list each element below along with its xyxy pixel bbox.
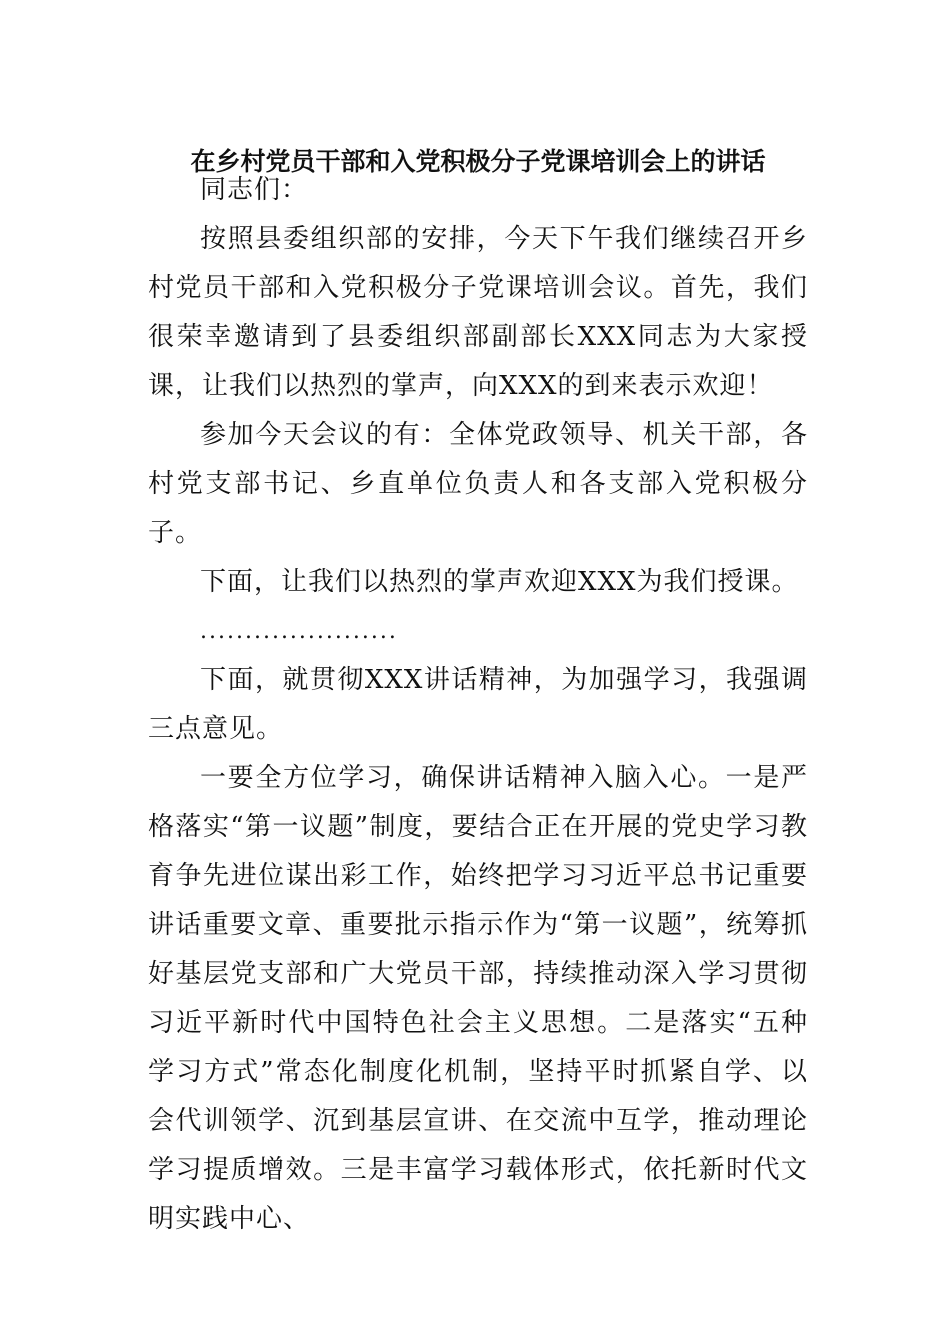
paragraph-welcome: 下面，让我们以热烈的掌声欢迎XXX为我们授课。 <box>200 567 799 597</box>
document-body <box>148 166 808 1244</box>
paragraph-attendees: 参加今天会议的有：全体党政领导、机关干部，各村党支部书记、乡直单位负责人和各支部入党积极分子。 <box>148 420 808 548</box>
paragraph-three-points: 下面，就贯彻XXX讲话精神，为加强学习，我强调三点意见。 <box>148 665 808 744</box>
paragraph-opening: 按照县委组织部的安排，今天下午我们继续召开乡村党员干部和入党积极分子党课培训会议。首先，我们很荣幸邀请到了县委组织部副部长XXX同志为大家授课，让我们以热烈的掌声，向XXX的到来表示欢迎！ <box>148 224 808 401</box>
salutation: 同志们： <box>200 175 309 205</box>
document-title: 在乡村党员干部和入党积极分子党课培训会上的讲话 <box>190 147 766 176</box>
paragraph-point-one: 一要全方位学习，确保讲话精神入脑入心。一是严格落实“第一议题”制度，要结合正在开展的党史学习教育争先进位谋出彩工作，始终把学习习近平总书记重要讲话重要文章、重要批示指示作为“第一议题”，统筹抓好基层党支部和广大党员干部，持续推动深入学习贯彻习近平新时代中国特色社会主义思想。二是落实“五种学习方式”常态化制度化机制，坚持平时抓紧自学、以会代训领学、沉到基层宣讲、在交流中互学，推动理论学习提质增效。三是丰富学习载体形式，依托新时代文明实践中心、 <box>148 763 808 1234</box>
ellipsis-separator: ...................... <box>200 619 398 644</box>
